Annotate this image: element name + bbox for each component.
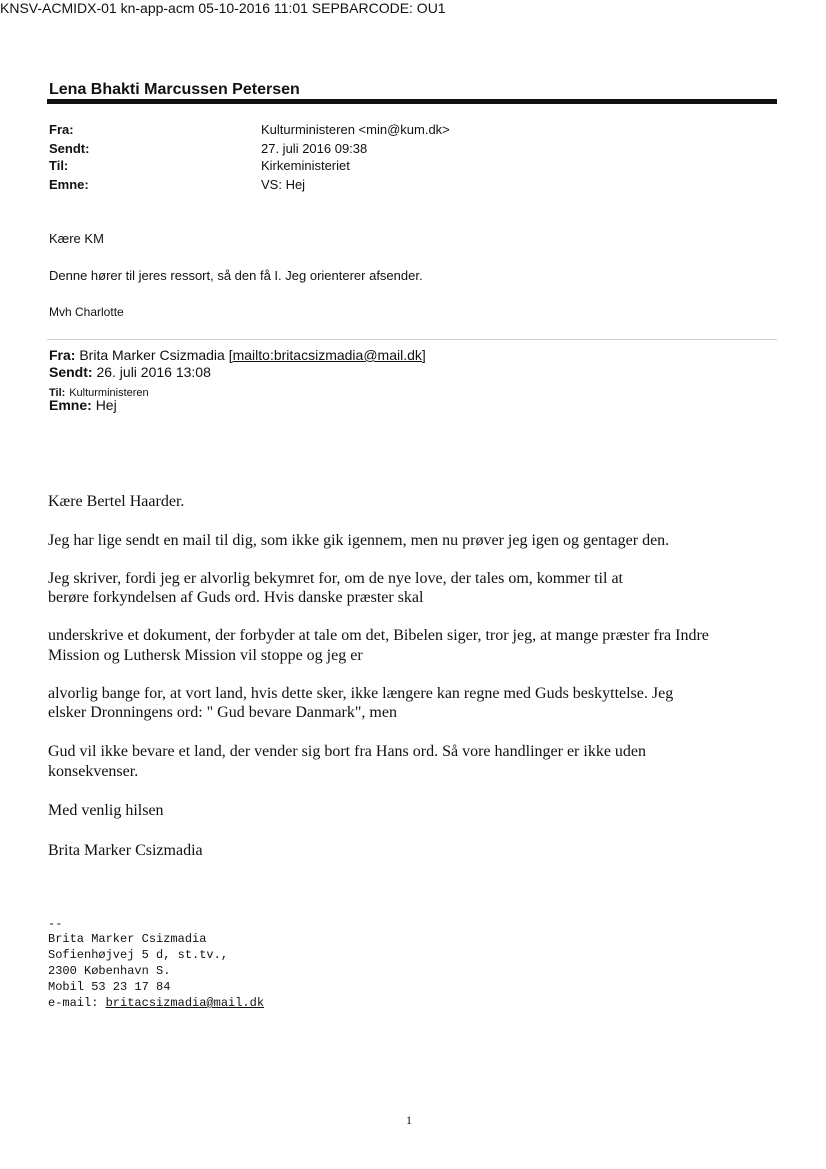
letter-paragraph-4-line-2: elsker Dronningens ord: " Gud bevare Danmark", men xyxy=(48,704,397,721)
letter-signature: Brita Marker Csizmadia xyxy=(48,842,203,859)
cover-line: Denne hører til jeres ressort, så den få I. Jeg orienterer afsender. xyxy=(49,268,423,283)
sig-email-row xyxy=(48,996,264,1010)
forwarded-to-value: Kulturministeren xyxy=(69,387,149,399)
to-label: Til: xyxy=(49,158,69,173)
letter-paragraph-3-line-1: underskrive et dokument, der forbyder at tale om det, Bibelen siger, tror jeg, at mange præster fra Indre xyxy=(48,627,709,644)
forwarded-from-label: Fra: xyxy=(49,347,76,363)
sig-street: Sofienhøjvej 5 d, st.tv., xyxy=(48,948,229,962)
letter-greeting: Kære Bertel Haarder. xyxy=(48,493,185,510)
scan-header: KNSV-ACMIDX-01 kn-app-acm 05-10-2016 11:01 SEPBARCODE: OU1 xyxy=(0,0,446,16)
letter-paragraph-4-line-1: alvorlig bange for, at vort land, hvis dette sker, ikke længere kan regne med Guds beskyttelse. Jeg xyxy=(48,685,674,702)
header-rule xyxy=(47,99,777,104)
letter-paragraph-2-line-2: berøre forkyndelsen af Guds ord. Hvis danske præster skal xyxy=(48,589,424,606)
sent-value: 27. juli 2016 09:38 xyxy=(261,141,368,156)
sig-dashes: -- xyxy=(48,917,63,931)
letter-paragraph-5-line-2: konsekvenser. xyxy=(48,763,139,780)
to-value: Kirkeministeriet xyxy=(261,158,350,173)
letter-paragraph-1: Jeg har lige sendt en mail til dig, som ikke gik igennem, men nu prøver jeg igen og gentager den. xyxy=(48,532,670,549)
cover-signoff: Mvh Charlotte xyxy=(49,305,124,319)
subject-value: VS: Hej xyxy=(261,177,306,192)
forwarded-subject-label: Emne: xyxy=(49,397,92,413)
sig-email-link[interactable]: britacsizmadia@mail.dk xyxy=(105,996,265,1010)
forwarded-sent-row xyxy=(49,364,211,380)
sent-label: Sendt: xyxy=(49,141,90,156)
forwarded-from-name: Brita Marker Csizmadia xyxy=(79,347,225,363)
forwarded-from-row xyxy=(49,347,426,363)
sig-mobile: Mobil 53 23 17 84 xyxy=(48,980,171,994)
page-number: 1 xyxy=(406,1113,412,1127)
from-label: Fra: xyxy=(49,122,74,137)
cover-greeting: Kære KM xyxy=(49,231,104,246)
forwarded-subject-value: Hej xyxy=(95,397,117,413)
letter-paragraph-3-line-2: Mission og Luthersk Mission vil stoppe og jeg er xyxy=(48,647,363,664)
mailbox-owner-name: Lena Bhakti Marcussen Petersen xyxy=(49,81,300,98)
forward-separator xyxy=(47,339,777,340)
forwarded-to-label: Til: xyxy=(49,387,66,399)
subject-label: Emne: xyxy=(49,177,89,192)
forwarded-sent-label: Sendt: xyxy=(49,364,93,380)
sig-city: 2300 København S. xyxy=(48,964,171,978)
forwarded-subject-row xyxy=(49,397,117,413)
sig-email-label: e-mail: xyxy=(48,996,106,1010)
letter-paragraph-5-line-1: Gud vil ikke bevare et land, der vender sig bort fra Hans ord. Så vore handlinger er ikke uden xyxy=(48,743,647,760)
letter-paragraph-2-line-1: Jeg skriver, fordi jeg er alvorlig bekymret for, om de nye love, der tales om, kommer til at xyxy=(48,570,623,587)
from-value: Kulturministeren <min@kum.dk> xyxy=(261,122,450,137)
forwarded-mailto-link[interactable]: [mailto:britacsizmadia@mail.dk] xyxy=(228,347,426,363)
forwarded-sent-value: 26. juli 2016 13:08 xyxy=(96,364,211,380)
letter-closing: Med venlig hilsen xyxy=(48,802,164,819)
sig-name: Brita Marker Csizmadia xyxy=(48,932,207,946)
